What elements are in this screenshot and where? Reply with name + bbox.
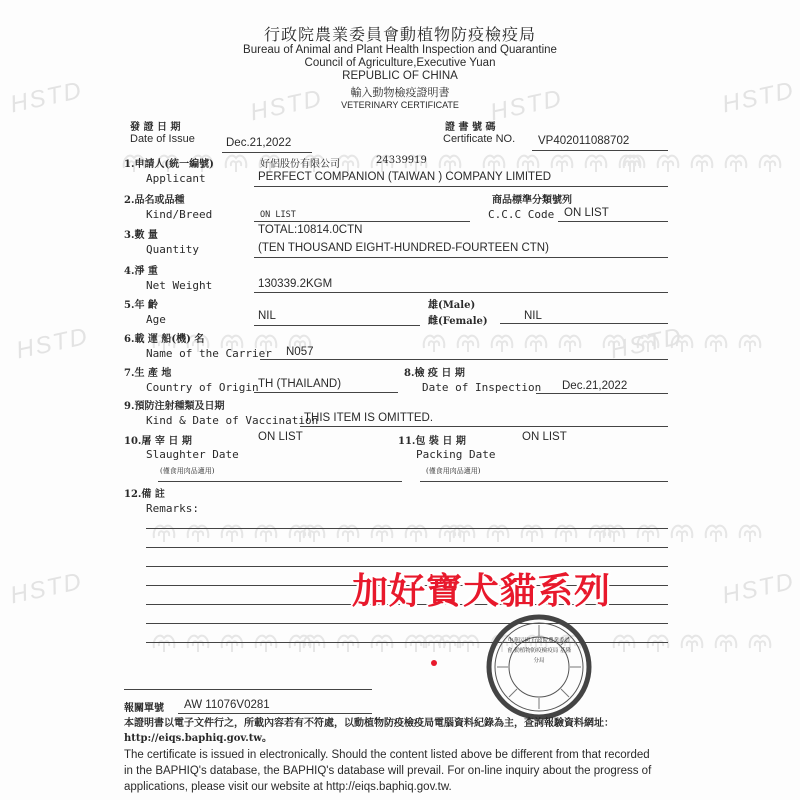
ram-pattern-icon bbox=[222, 150, 250, 176]
inspection-label-zh: 8.檢 疫 日 期 bbox=[404, 368, 465, 379]
ram-pattern-icon bbox=[252, 630, 280, 656]
ram-pattern-icon bbox=[484, 520, 512, 546]
ram-pattern-icon bbox=[402, 520, 430, 546]
notice-zh: 本證明書以電子文件行之，所載內容若有不符處，以動植物防疫檢疫局電腦資料紀錄為主，查詢報驗資料網址：http://eiqs.baphiq.gov.tw。 bbox=[124, 718, 614, 744]
carrier-value: N057 bbox=[286, 346, 314, 358]
ram-pattern-icon bbox=[300, 520, 328, 546]
ram-pattern-icon bbox=[548, 150, 576, 176]
quantity-label-zh: 3.數 量 bbox=[124, 230, 158, 241]
kind-label-zh: 2.品名或品種 bbox=[124, 195, 185, 206]
packing-value: ON LIST bbox=[522, 431, 567, 443]
cert-no-value: VP402011088702 bbox=[538, 135, 630, 147]
weight-value: 130339.2KGM bbox=[258, 278, 333, 290]
issue-date-value: Dec.21,2022 bbox=[226, 137, 292, 149]
applicant-id: 24339919 bbox=[376, 155, 427, 166]
ram-pattern-icon bbox=[450, 520, 478, 546]
ram-pattern-icon bbox=[420, 330, 448, 356]
ccc-label-zh: 商品標準分類號列 bbox=[492, 195, 572, 206]
notice-en-line-3: applications, please visit our website at http://eiqs.baphiq.gov.tw. bbox=[124, 781, 452, 793]
ram-pattern-icon bbox=[150, 630, 178, 656]
customs-label-zh: 報關單號 bbox=[124, 703, 164, 714]
age-value: NIL bbox=[258, 310, 276, 322]
ram-pattern-icon bbox=[552, 520, 580, 546]
watermark: HSTD bbox=[607, 322, 686, 365]
ram-pattern-icon bbox=[678, 630, 706, 656]
quantity-value-1: TOTAL:10814.0CTN bbox=[258, 224, 363, 236]
ram-pattern-icon bbox=[712, 630, 740, 656]
cert-no-label-zh: 證 書 號 碼 bbox=[445, 122, 496, 133]
notice-en-line-1: The certificate is issued in electronically. Should the content listed above be different from that recorded bbox=[124, 749, 650, 761]
org-name-zh: 行政院農業委員會動植物防疫檢疫局 bbox=[263, 25, 536, 44]
council-name: Council of Agriculture,Executive Yuan bbox=[304, 57, 496, 69]
issue-date-label: Date of Issue bbox=[130, 133, 195, 145]
ram-pattern-icon bbox=[620, 150, 648, 176]
ram-pattern-icon bbox=[300, 630, 328, 656]
ram-pattern-icon bbox=[488, 330, 516, 356]
promo-overlay-text: 加好寶犬貓系列 bbox=[352, 571, 612, 612]
ram-pattern-icon bbox=[736, 520, 764, 546]
quantity-value-2: (TEN THOUSAND EIGHT-HUNDRED-FOURTEEN CTN) bbox=[258, 242, 549, 254]
ram-pattern-icon bbox=[654, 150, 682, 176]
ram-pattern-icon bbox=[184, 520, 212, 546]
ram-pattern-icon bbox=[746, 630, 774, 656]
ram-pattern-icon bbox=[518, 520, 546, 546]
issue-date-label-zh: 發 證 日 期 bbox=[130, 122, 181, 133]
age-label: Age bbox=[146, 313, 166, 326]
ram-pattern-icon bbox=[218, 630, 246, 656]
ram-pattern-icon bbox=[368, 520, 396, 546]
inspection-label: Date of Inspection bbox=[422, 381, 542, 394]
watermark: HSTD bbox=[7, 76, 86, 119]
origin-label: Country of Origin bbox=[146, 381, 259, 394]
ram-pattern-icon bbox=[722, 150, 750, 176]
packing-note: (僅食用肉品適用) bbox=[426, 467, 481, 475]
applicant-label-zh: 1.申請人(統一編號) bbox=[124, 159, 214, 170]
watermark: HSTD bbox=[7, 567, 86, 610]
ram-pattern-icon bbox=[600, 520, 628, 546]
ram-pattern-icon bbox=[454, 330, 482, 356]
ccc-label: C.C.C Code bbox=[488, 208, 555, 221]
ram-pattern-icon bbox=[668, 520, 696, 546]
quantity-label: Quantity bbox=[146, 243, 199, 256]
ram-pattern-icon bbox=[420, 630, 448, 656]
ram-pattern-icon bbox=[736, 330, 764, 356]
slaughter-label: Slaughter Date bbox=[146, 448, 239, 461]
age-label-zh: 5.年 齡 bbox=[124, 300, 158, 311]
remarks-label-zh: 12.備 註 bbox=[124, 489, 165, 500]
ram-pattern-icon bbox=[610, 630, 638, 656]
ram-pattern-icon bbox=[334, 630, 362, 656]
packing-label-zh: 11.包 裝 日 期 bbox=[398, 436, 466, 447]
applicant-label: Applicant bbox=[146, 172, 206, 185]
ram-pattern-icon bbox=[218, 520, 246, 546]
ram-pattern-icon bbox=[454, 630, 482, 656]
official-seal-icon bbox=[484, 612, 594, 722]
weight-label-zh: 4.淨 重 bbox=[124, 266, 158, 277]
ram-pattern-icon bbox=[702, 520, 730, 546]
watermark: HSTD bbox=[719, 76, 798, 119]
kind-label: Kind/Breed bbox=[146, 208, 213, 221]
ram-pattern-icon bbox=[556, 330, 584, 356]
ram-pattern-icon bbox=[634, 520, 662, 546]
country-name: REPUBLIC OF CHINA bbox=[342, 70, 458, 82]
ram-pattern-icon bbox=[184, 630, 212, 656]
carrier-label: Name of the Carrier bbox=[146, 347, 272, 360]
ram-pattern-icon bbox=[582, 150, 610, 176]
cert-no-label: Certificate NO. bbox=[443, 133, 516, 145]
red-dot bbox=[431, 660, 437, 666]
ram-pattern-icon bbox=[522, 330, 550, 356]
ram-pattern-icon bbox=[702, 330, 730, 356]
slaughter-note: (僅食用肉品適用) bbox=[160, 467, 215, 475]
watermark: HSTD bbox=[247, 84, 326, 127]
vaccination-value: THIS ITEM IS OMITTED. bbox=[304, 412, 434, 424]
ram-pattern-icon bbox=[368, 630, 396, 656]
male-label: 雄(Male) bbox=[428, 300, 476, 311]
customs-value: AW 11076V0281 bbox=[184, 699, 270, 711]
ram-pattern-icon bbox=[688, 150, 716, 176]
watermark: HSTD bbox=[487, 84, 566, 127]
watermark: HSTD bbox=[13, 322, 92, 365]
female-label: 雌(Female) bbox=[428, 316, 488, 327]
kind-value: ON LIST bbox=[260, 210, 296, 220]
slaughter-label-zh: 10.屠 宰 日 期 bbox=[124, 436, 192, 447]
notice-en-line-2: in the BAPHIQ's database, the BAPHIQ's database will prevail. For on-line inquiry about the progress of bbox=[124, 765, 652, 777]
weight-label: Net Weight bbox=[146, 279, 213, 292]
ram-pattern-icon bbox=[334, 520, 362, 546]
carrier-label-zh: 6.載 運 船(機) 名 bbox=[124, 334, 205, 345]
vaccination-label-zh: 9.預防注射種類及日期 bbox=[124, 401, 225, 412]
origin-value: TH (THAILAND) bbox=[258, 378, 342, 390]
packing-label: Packing Date bbox=[416, 448, 496, 461]
vaccination-label: Kind & Date of Vaccination bbox=[146, 414, 319, 427]
org-name-en: Bureau of Animal and Plant Health Inspection and Quarantine bbox=[243, 44, 557, 56]
watermark: HSTD bbox=[719, 567, 798, 610]
certificate-title-en: VETERINARY CERTIFICATE bbox=[341, 100, 459, 110]
origin-label-zh: 7.生 產 地 bbox=[124, 368, 172, 379]
ram-pattern-icon bbox=[150, 520, 178, 546]
ram-pattern-icon bbox=[644, 630, 672, 656]
sex-value: NIL bbox=[524, 310, 542, 322]
inspection-value: Dec.21,2022 bbox=[562, 380, 628, 392]
seal-text: 中華民國 行政院農業委員會 動植物防疫檢疫局 基隆分局 bbox=[507, 638, 571, 664]
remarks-label: Remarks: bbox=[146, 502, 199, 515]
ram-pattern-icon bbox=[756, 150, 784, 176]
certificate-title-zh: 輸入動物檢疫證明書 bbox=[350, 86, 450, 99]
applicant-value: PERFECT COMPANION (TAIWAN ) COMPANY LIMITED bbox=[258, 171, 552, 183]
applicant-name-zh: 好侶股份有限公司 bbox=[260, 159, 340, 170]
ram-pattern-icon bbox=[252, 520, 280, 546]
slaughter-value: ON LIST bbox=[258, 431, 303, 443]
ccc-value: ON LIST bbox=[564, 207, 609, 219]
